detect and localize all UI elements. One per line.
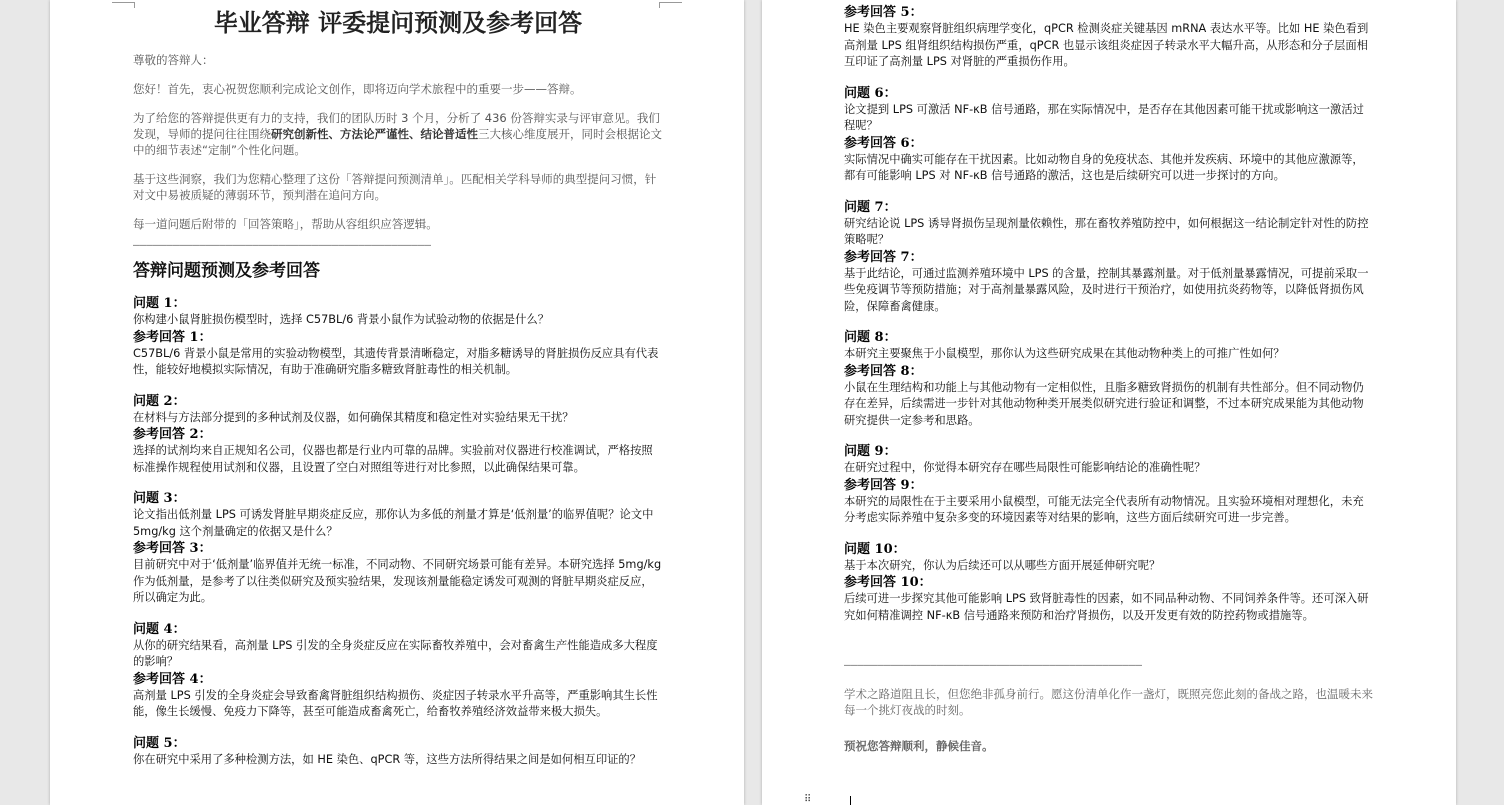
question-text: 论文指出低剂量 LPS 可诱发肾脏早期炎症反应，那你认为多低的剂量才算是‘低剂量’的临界值呢？论文中 5mg/kg 这个剂量确定的依据又是什么？ [133, 508, 654, 538]
answer-label: 参考回答 4： [133, 671, 212, 687]
answer-text: 基于此结论，可通过监测养殖环境中 LPS 的含量，控制其暴露剂量。对于低剂量暴露情况，可提前采取一些免疫调节等预防措施；对于高剂量暴露风险，及时进行干预治疗，如使用抗炎药物等，以降低肾损伤风险，保障畜禽健康。 [844, 266, 1369, 313]
question-label: 问题 10： [844, 541, 906, 557]
qa-item [844, 85, 1374, 185]
answer-text: 本研究的局限性在于主要采用小鼠模型，可能无法完全代表所有动物情况。且实验环境相对理想化，未充分考虑实际养殖中复杂多变的环境因素等对结果的影响，这些方面后续研究可进一步完善。 [844, 494, 1364, 524]
qa-item [133, 621, 663, 721]
qa-item [133, 295, 663, 379]
emphasis-text: 研究创新性、方法论严谨性、结论普适性 [271, 127, 478, 141]
answer-label: 参考回答 5： [844, 5, 923, 20]
question-label: 问题 5： [133, 735, 186, 751]
qa-item [844, 199, 1374, 316]
qa-item [844, 443, 1374, 527]
answer-text: 后续可进一步探究其他可能影响 LPS 致肾脏毒性的因素，如不同品种动物、不同饲养条件等。还可深入研究如何精准调控 NF-κB 信号通路来预防和治疗肾损伤，以及开发更有效的防控药物或措施等。 [844, 592, 1369, 622]
answer-label: 参考回答 8： [844, 363, 923, 379]
document-page-right [762, 0, 1456, 805]
question-label: 问题 2： [133, 393, 186, 409]
page-content[interactable] [133, 6, 663, 782]
question-text: 从你的研究结果看，高剂量 LPS 引发的全身炎症反应在实际畜牧养殖中，会对畜禽生产性能造成多大程度的影响？ [133, 638, 658, 668]
question-text: 在材料与方法部分提到的多种试剂及仪器，如何确保其精度和稳定性对实验结果无干扰？ [133, 410, 574, 424]
question-text: 你在研究中采用了多种检测方法，如 HE 染色、qPCR 等，这些方法所得结果之间是如何相互印证的？ [133, 752, 642, 766]
intro-paragraph: 您好！首先，衷心祝贺您顺利完成论文创作，即将迈向学术旅程中的重要一步——答辩。 [133, 82, 582, 96]
answer-text: C57BL/6 背景小鼠是常用的实验动物模型，其遗传背景清晰稳定，对脂多糖诱导的肾脏损伤反应具有代表性，能较好地模拟实际情况，有助于准确研究脂多糖致肾脏毒性的相关机制。 [133, 346, 659, 376]
answer-text: HE 染色主要观察肾脏组织病理学变化，qPCR 检测炎症关键基因 mRNA 表达水平等。比如 HE 染色看到高剂量 LPS 组肾组织结构损伤严重，qPCR 也显示该组炎症因子转录水平大幅升高，从形态和分子层面相互印证了高剂量 LPS 对肾脏的严重损伤作用。 [844, 22, 1369, 68]
question-text: 你构建小鼠肾脏损伤模型时，选择 C57BL/6 背景小鼠作为试验动物的依据是什么？ [133, 313, 549, 326]
question-label: 问题 6： [844, 85, 897, 101]
qa-list [133, 295, 663, 768]
answer-label: 参考回答 10： [844, 575, 932, 590]
qa-item [844, 329, 1374, 429]
qa-item [844, 4, 1374, 71]
intro-section [133, 52, 663, 232]
question-text: 论文提到 LPS 可激活 NF-κB 信号通路，那在实际情况中，是否存在其他因素可能干扰或影响这一激活过程呢？ [844, 102, 1364, 132]
question-text: 在研究过程中，你觉得本研究存在哪些局限性可能影响结论的准确性呢？ [844, 461, 1206, 474]
intro-paragraph: 每一道问题后附带的「回答策略」，帮助从容组织应答逻辑。 [133, 217, 438, 231]
closing-divider: ————————————————————————————————————————————— [844, 658, 1143, 671]
qa-item [133, 393, 663, 477]
question-label: 问题 7： [844, 199, 897, 215]
question-text: 本研究主要聚焦于小鼠模型，那你认为这些研究成果在其他动物种类上的可推广性如何？ [844, 347, 1285, 360]
answer-text: 实际情况中确实可能存在干扰因素。比如动物自身的免疫状态、其他并发疾病、环境中的其他应激源等，都有可能影响 LPS 对 NF-κB 信号通路的激活，这也是后续研究可以进一步探讨的方向。 [844, 152, 1364, 182]
question-label: 问题 9： [844, 444, 897, 459]
drag-handle-icon[interactable]: ⠿ [804, 794, 812, 805]
answer-text: 目前研究中对于‘低剂量’临界值并无统一标准，不同动物、不同研究场景可能有差异。本研究选择 5mg/kg 作为低剂量，是参考了以往类似研究及预实验结果，发现该剂量能稳定诱发可观测的肾脏早期炎症反应，所以确定为此。 [133, 558, 662, 604]
question-label: 问题 1： [133, 296, 186, 311]
answer-label: 参考回答 7： [844, 249, 923, 265]
question-label: 问题 4： [133, 621, 186, 637]
answer-label: 参考回答 1： [133, 329, 212, 345]
question-label: 问题 8： [844, 330, 897, 345]
intro-paragraph: 为了给您的答辩提供更有力的支持，我们的团队历时 3 个月，分析了 436 份答辩实录与评审意见。我们发现，导师的提问往往围绕研究创新性、方法论严谨性、结论普适性三大核心维度展开，同时会根据论文中的细节表述“定制”个性化问题。 [133, 111, 662, 157]
text-cursor [850, 796, 851, 805]
qa-list [844, 4, 1374, 624]
closing-wish: 预祝您答辩顺利，静候佳音。 [844, 739, 994, 753]
question-label: 问题 3： [133, 491, 186, 506]
question-text: 研究结论说 LPS 诱导肾损伤呈现剂量依赖性，那在畜牧养殖防控中，如何根据这一结论制定针对性的防控策略呢？ [844, 216, 1369, 246]
section-divider: ————————————————————————————————————————————— [133, 238, 432, 251]
page-corner-mark [112, 2, 135, 8]
document-page-left [50, 0, 744, 805]
question-text: 基于本次研究，你认为后续还可以从哪些方面开展延伸研究呢？ [844, 558, 1161, 572]
intro-paragraph: 尊敬的答辩人： [133, 53, 214, 67]
answer-text: 选择的试剂均来自正规知名公司，仪器也都是行业内可靠的品牌。实验前对仪器进行校准调试，严格按照标准操作规程使用试剂和仪器，且设置了空白对照组等进行对比参照，以此确保结果可靠。 [133, 444, 653, 474]
answer-label: 参考回答 3： [133, 541, 212, 556]
qa-item [844, 541, 1374, 625]
answer-text: 高剂量 LPS 引发的全身炎症会导致畜禽肾脏组织结构损伤、炎症因子转录水平升高等，严重影响其生长性能，像生长缓慢、免疫力下降等，甚至可能造成畜禽死亡，给畜牧养殖经济效益带来极大损失。 [133, 688, 658, 718]
section-title: 答辩问题预测及参考回答 [133, 261, 320, 281]
page-content[interactable] [844, 4, 1374, 754]
document-title: 毕业答辩 评委提问预测及参考回答 [213, 8, 583, 37]
closing-paragraph: 学术之路道阻且长，但您绝非孤身前行。愿这份清单化作一盏灯，既照亮您此刻的备战之路，也温暖未来每一个挑灯夜战的时刻。 [844, 687, 1373, 717]
intro-paragraph: 基于这些洞察，我们为您精心整理了这份「答辩提问预测清单」。匹配相关学科导师的典型提问习惯，针对文中易被质疑的薄弱环节，预判潜在追问方向。 [133, 172, 657, 202]
answer-label: 参考回答 9： [844, 477, 923, 493]
answer-label: 参考回答 6： [844, 135, 923, 151]
qa-item [133, 735, 663, 769]
answer-label: 参考回答 2： [133, 427, 212, 442]
answer-text: 小鼠在生理结构和功能上与其他动物有一定相似性，且脂多糖致肾损伤的机制有共性部分。但不同动物仍存在差异，后续需进一步针对其他动物种类开展类似研究进行验证和调整，不过本研究成果能为其他动物研究提供一定参考和思路。 [844, 380, 1364, 427]
qa-item [133, 490, 663, 607]
